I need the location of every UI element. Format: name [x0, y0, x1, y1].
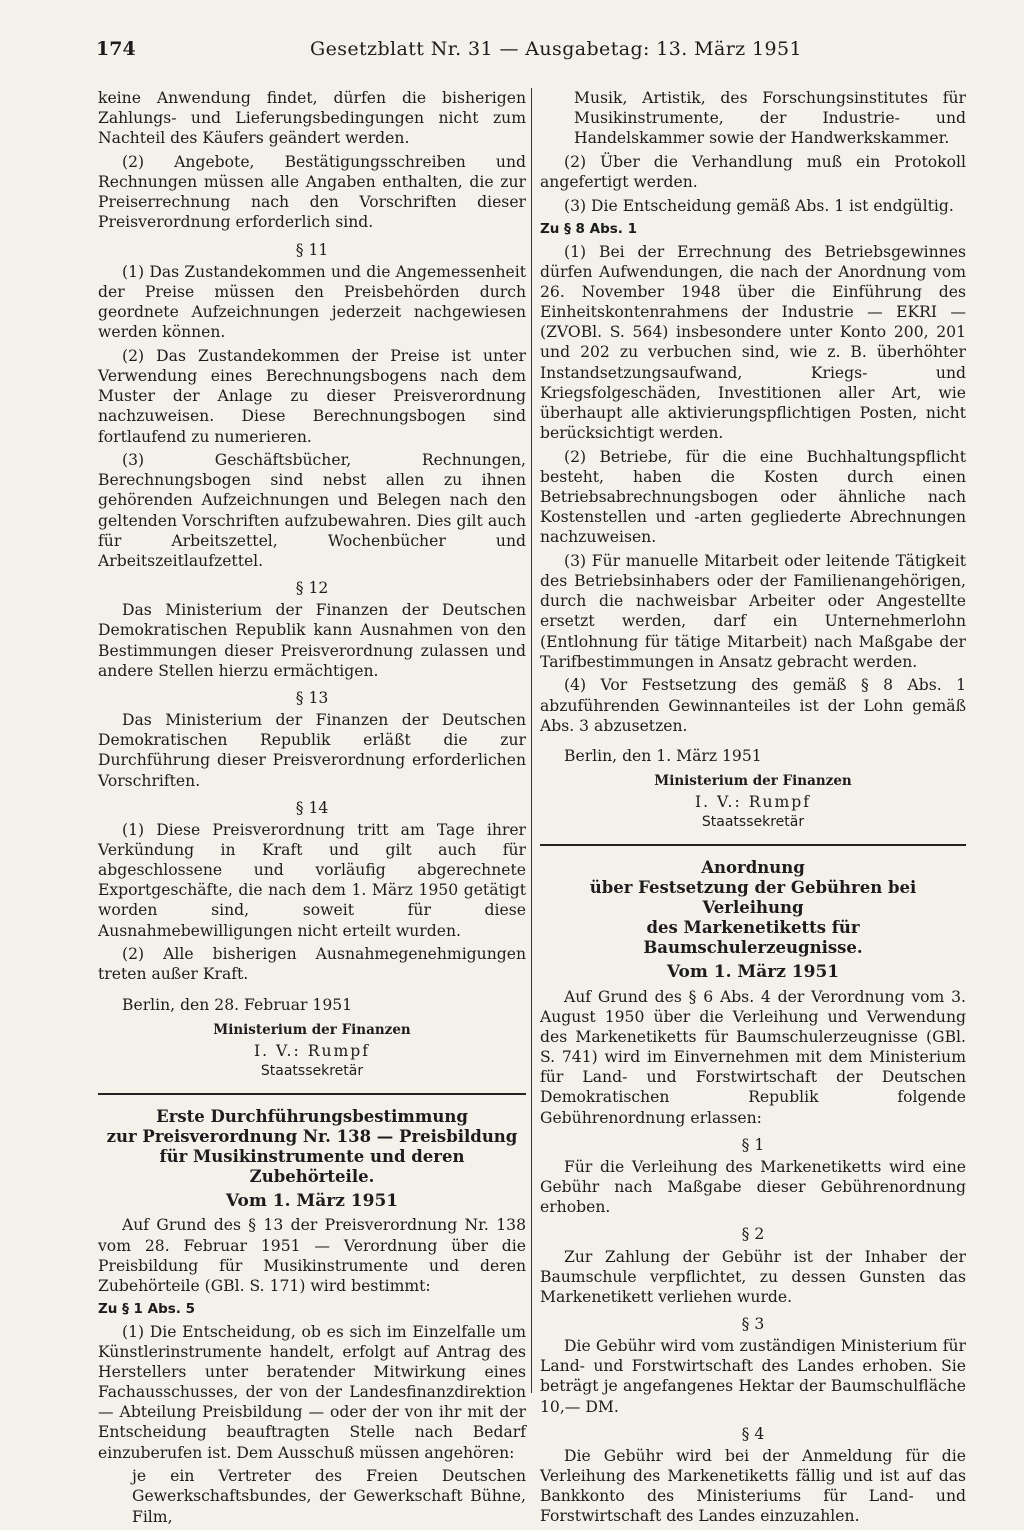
section-heading: § 12: [295, 579, 329, 598]
paragraph: (2) Angebote, Bestätigungsschreiben und Rechnungen müssen alle Angaben enthalten, die zur Preiserrechnung nach den Vorschriften dieser Preisverordnung erforderlich sind.: [98, 152, 526, 232]
section-rule: [540, 844, 966, 846]
document-title-line: über Festsetzung der Gebühren bei Verleihung: [589, 878, 917, 918]
list-item: je ein Vertreter des Freien Deutschen Gewerkschaftsbundes, der Gewerkschaft Bühne, Film,: [132, 1467, 526, 1526]
document-title-line: zur Preisverordnung Nr. 138 — Preisbildung: [106, 1127, 518, 1147]
left-column: [98, 88, 526, 1530]
paragraph: (1) Bei der Errechnung des Betriebsgewinnes dürfen Aufwendungen, die nach der Anordnung vom 26. November 1948 über die Einführung des Einheitskontenrahmens der Industrie — EKRI — (ZVOBl. S. 564) insbesondere unter Konto 200, 201 und 202 zu verbuchen sind, wie z. B. überhöhter Instandsetzungsaufwand, Kriegs- und Kriegsfolgeschäden, Investitionen aller Art, wie überhaupt alle aktivierungspflichtigen Posten, nicht berücksichtigt werden.: [540, 242, 966, 442]
paragraph: (3) Für manuelle Mitarbeit oder leitende Tätigkeit des Betriebsinhabers oder der Familienangehörigen, durch die nachweisbar Arbeiter oder Angestellte ersetzt werden, darf ein Unternehmerlohn (Entlohnung für tätige Mitarbeit) nach Maßgabe der Tarifbestimmungen in Ansatz gebracht werden.: [540, 551, 966, 671]
document-title: [540, 858, 966, 958]
signer-title: Staatssekretär: [260, 1063, 364, 1080]
paragraph: (2) Über die Verhandlung muß ein Protokoll angefertigt werden.: [540, 152, 966, 192]
paragraph: Das Ministerium der Finanzen der Deutschen Demokratischen Republik erläßt die zur Durchführung dieser Preisverordnung erforderlichen Vorschriften.: [98, 711, 526, 790]
paragraph: Die Gebühr wird vom zuständigen Ministerium für Land- und Forstwirtschaft des Landes erhoben. Sie beträgt je angefangenes Hektar der Baumschulfläche 10,— DM.: [540, 1337, 966, 1416]
list-item: Musik, Artistik, des Forschungsinstitutes für Musikinstrumente, der Industrie- und Handelskammer sowie der Handwerkskammer.: [574, 89, 966, 148]
document-date: Vom 1. März 1951: [225, 1191, 399, 1212]
section-heading: § 3: [741, 1314, 765, 1333]
page-number: 174: [96, 38, 136, 60]
place-date: Berlin, den 1. März 1951: [564, 746, 762, 765]
subsection-heading: Zu § 1 Abs. 5: [98, 1301, 196, 1318]
section-heading: § 14: [295, 798, 329, 817]
paragraph: (2) Das Zustandekommen der Preise ist unter Verwendung eines Berechnungsbogens nach dem Muster der Anlage zu dieser Preisverordnung nachzuweisen. Diese Berechnungsbogen sind fortlaufend zu numerieren.: [98, 346, 526, 446]
place-date: Berlin, den 28. Februar 1951: [122, 995, 353, 1014]
paragraph: (1) Die Entscheidung, ob es sich im Einzelfalle um Künstlerinstrumente handelt, erfolgt auf Antrag des Herstellers unter beratender Mitwirkung eines Fachausschusses, der von der Landesfinanzdirektion — Abteilung Preisbildung — oder der von ihr mit der Entscheidung beauftragten Stelle nach Bedarf einzuberufen ist. Dem Ausschuß müssen angehören:: [98, 1322, 526, 1462]
paragraph: (2) Alle bisherigen Ausnahmegenehmigungen treten außer Kraft.: [98, 945, 526, 984]
subsection-heading: Zu § 8 Abs. 1: [540, 221, 638, 238]
document-title-line: Erste Durchführungsbestimmung: [156, 1107, 468, 1127]
ministry-name: Ministerium der Finanzen: [654, 773, 852, 789]
paragraph: (2) Betriebe, für die eine Buchhaltungspflicht besteht, haben die Kosten durch einen Betriebsabrechnungsbogen oder ähnliche nach Kostenstellen und -arten gegliederte Abrechnungen nachzuweisen.: [540, 447, 966, 547]
paragraph: (1) Diese Preisverordnung tritt am Tage ihrer Verkündung in Kraft und gilt auch für abgeschlossene und vorläufig abgerechnete Exportgeschäfte, die nach dem 1. März 1950 getätigt worden sind, soweit für diese Ausnahmebewilligungen nicht erteilt wurden.: [98, 820, 526, 940]
paragraph: (3) Geschäftsbücher, Rechnungen, Berechnungsbogen sind nebst allen zu ihnen gehörenden Aufzeichnungen und Belegen nach den geltenden Vorschriften aufzubewahren. Dies gilt auch für Arbeitszettel, Wochenbücher und Arbeitszeitlaufzettel.: [98, 451, 526, 570]
paragraph: (3) Die Entscheidung gemäß Abs. 1 ist endgültig.: [564, 196, 954, 215]
paragraph: (4) Vor Festsetzung des gemäß § 8 Abs. 1 abzuführenden Gewinnanteiles ist der Lohn gemäß Abs. 3 abzusetzen.: [540, 676, 966, 735]
signer: I. V.: Rumpf: [694, 793, 812, 812]
paragraph: Zur Zahlung der Gebühr ist der Inhaber der Baumschule verpflichtet, zu dessen Gunsten das Markenetikett verliehen wurde.: [540, 1247, 966, 1306]
paragraph: Für die Verleihung des Markenetiketts wird eine Gebühr nach Maßgabe dieser Gebührenordnung erhoben.: [540, 1157, 966, 1217]
header-title: Gesetzblatt Nr. 31 — Ausgabetag: 13. März 1951: [310, 38, 802, 60]
document-title-line: für Musikinstrumente und deren Zubehörteile.: [159, 1147, 465, 1187]
paragraph: Die Gebühr wird bei der Anmeldung für die Verleihung des Markenetiketts fällig und ist auf das Bankkonto des Ministeriums für Land- und Forstwirtschaft des Landes einzuzahlen.: [540, 1446, 966, 1526]
section-heading: § 4: [741, 1424, 765, 1443]
document-title-line: Anordnung: [701, 858, 805, 878]
right-column: [540, 88, 966, 1530]
paragraph: Auf Grund des § 13 der Preisverordnung Nr. 138 vom 28. Februar 1951 — Verordnung über die Preisbildung für Musikinstrumente und deren Zubehörteile (GBl. S. 171) wird bestimmt:: [98, 1216, 526, 1295]
document-title: [98, 1107, 526, 1187]
section-heading: § 2: [741, 1225, 765, 1244]
paragraph: (1) Das Zustandekommen und die Angemessenheit der Preise müssen den Preisbehörden durch geordnete Aufzeichnungen jederzeit nachgewiesen werden können.: [98, 262, 526, 342]
paragraph: Auf Grund des § 6 Abs. 4 der Verordnung vom 3. August 1950 über die Verleihung und Verwendung des Markenetiketts für Baumschulerzeugnisse (GBl. S. 741) wird im Einvernehmen mit dem Ministerium für Land- und Forstwirtschaft der Deutschen Demokratischen Republik folgende Gebührenordnung erlassen:: [540, 987, 966, 1127]
paragraph: Das Ministerium der Finanzen der Deutschen Demokratischen Republik kann Ausnahmen von den Bestimmungen dieser Preisverordnung zulassen und andere Stellen hierzu ermächtigen.: [98, 601, 526, 680]
signer: I. V.: Rumpf: [253, 1041, 371, 1060]
document-title-line: des Markenetiketts für Baumschulerzeugnisse.: [643, 918, 863, 958]
section-heading: § 11: [295, 240, 329, 259]
page-header: [96, 30, 966, 70]
column-divider: [531, 88, 532, 1393]
section-heading: § 1: [741, 1135, 765, 1154]
signer-title: Staatssekretär: [701, 814, 805, 831]
document-date: Vom 1. März 1951: [666, 962, 840, 983]
paragraph: keine Anwendung findet, dürfen die bisherigen Zahlungs- und Lieferungsbedingungen nicht zum Nachteil des Käufers geändert werden.: [98, 89, 526, 148]
section-rule: [98, 1093, 526, 1095]
ministry-name: Ministerium der Finanzen: [213, 1021, 411, 1038]
section-heading: § 13: [295, 688, 329, 707]
